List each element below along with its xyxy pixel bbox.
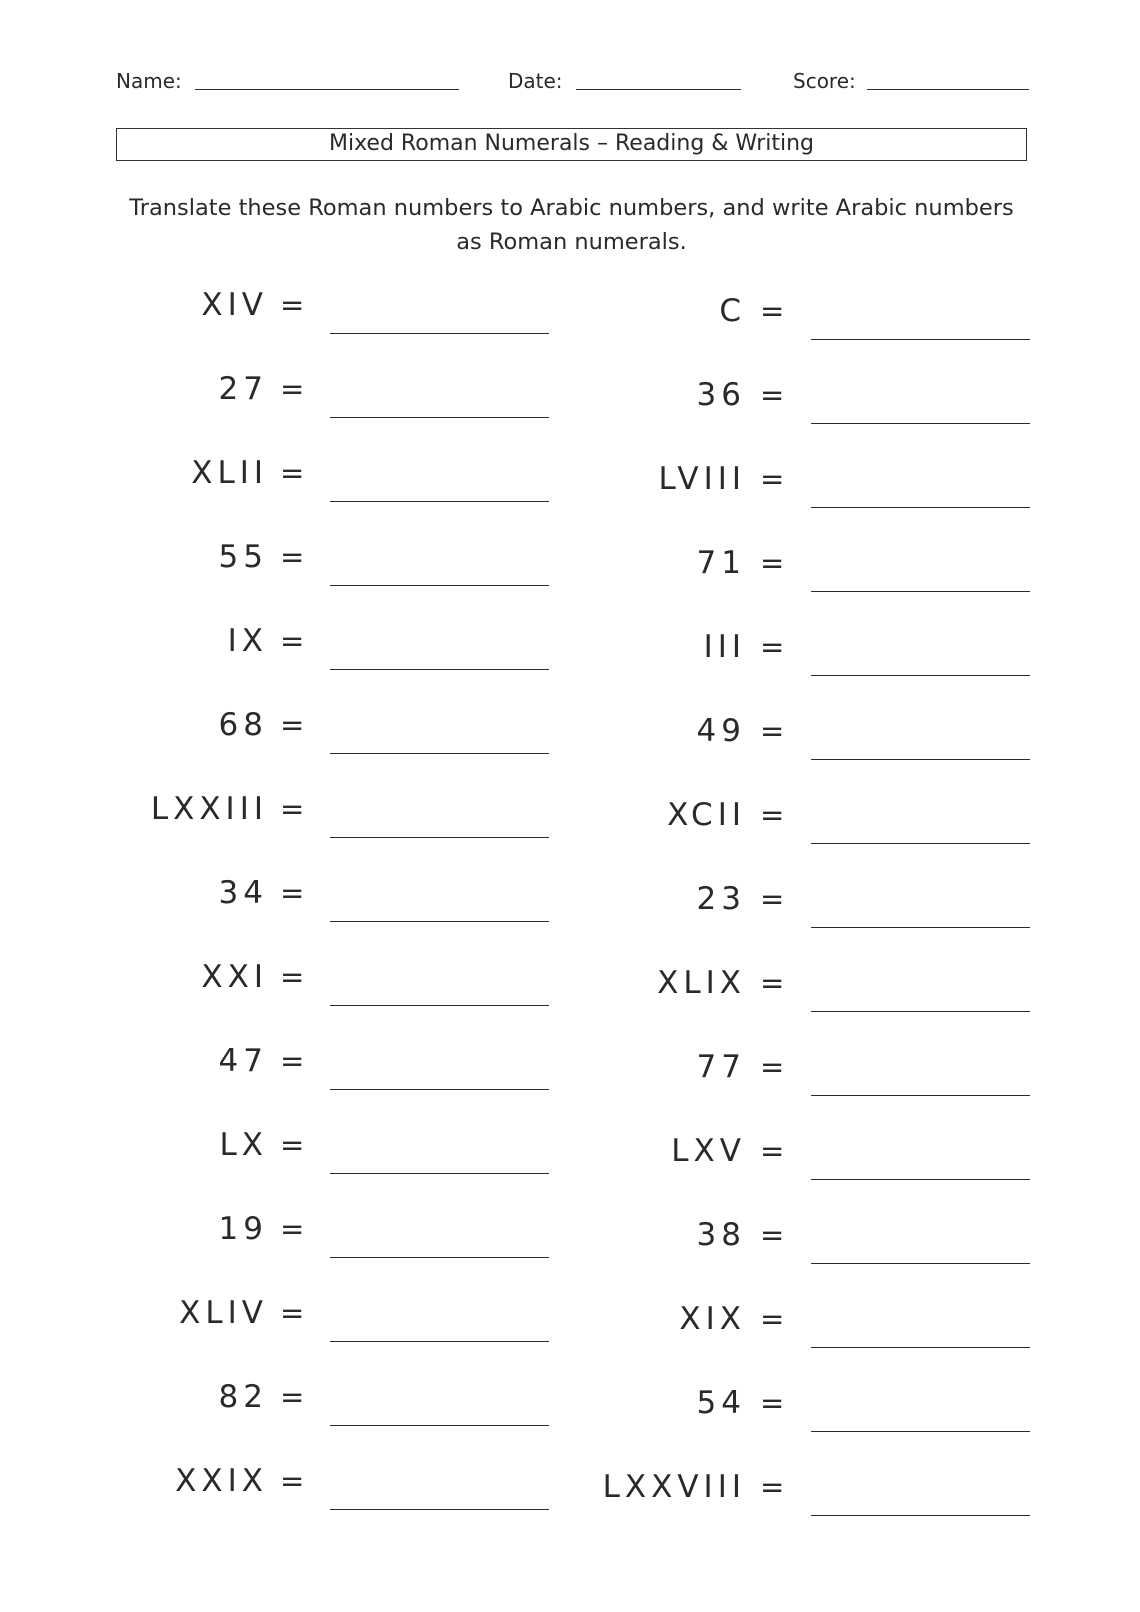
right-answer-line-2[interactable] [811, 423, 1030, 424]
left-problem-15: XXIX [175, 1463, 268, 1499]
right-problem-5: III [703, 629, 746, 665]
right-problem-13: XIX [679, 1301, 746, 1337]
left-answer-line-6[interactable] [330, 753, 549, 754]
equals-sign: = [280, 288, 305, 322]
left-problem-6: 68 [218, 707, 268, 743]
equals-sign: = [280, 540, 305, 574]
right-problem-8: 23 [696, 881, 746, 917]
left-problem-8: 34 [218, 875, 268, 911]
equals-sign: = [760, 1386, 785, 1420]
left-answer-line-8[interactable] [330, 921, 549, 922]
left-problem-5: IX [227, 623, 268, 659]
equals-sign: = [280, 960, 305, 994]
name-field[interactable] [195, 89, 459, 90]
right-answer-line-5[interactable] [811, 675, 1030, 676]
left-answer-line-9[interactable] [330, 1005, 549, 1006]
left-problem-2: 27 [218, 371, 268, 407]
equals-sign: = [280, 792, 305, 826]
right-answer-line-1[interactable] [811, 339, 1030, 340]
right-answer-line-6[interactable] [811, 759, 1030, 760]
equals-sign: = [760, 798, 785, 832]
left-problem-1: XIV [201, 287, 268, 323]
right-answer-line-13[interactable] [811, 1347, 1030, 1348]
left-problem-13: XLIV [179, 1295, 268, 1331]
right-answer-line-11[interactable] [811, 1179, 1030, 1180]
equals-sign: = [760, 294, 785, 328]
left-problem-7: LXXIII [150, 791, 268, 827]
right-problem-3: LVIII [658, 461, 746, 497]
equals-sign: = [280, 1380, 305, 1414]
left-problem-3: XLII [191, 455, 268, 491]
right-problem-10: 77 [696, 1049, 746, 1085]
equals-sign: = [280, 1044, 305, 1078]
right-answer-line-4[interactable] [811, 591, 1030, 592]
left-answer-line-1[interactable] [330, 333, 549, 334]
left-problem-10: 47 [218, 1043, 268, 1079]
equals-sign: = [280, 1128, 305, 1162]
date-field[interactable] [576, 89, 741, 90]
left-problem-14: 82 [218, 1379, 268, 1415]
equals-sign: = [760, 546, 785, 580]
equals-sign: = [280, 708, 305, 742]
equals-sign: = [760, 966, 785, 1000]
equals-sign: = [280, 1296, 305, 1330]
right-answer-line-9[interactable] [811, 1011, 1030, 1012]
equals-sign: = [760, 1470, 785, 1504]
left-answer-line-10[interactable] [330, 1089, 549, 1090]
equals-sign: = [280, 876, 305, 910]
right-answer-line-14[interactable] [811, 1431, 1030, 1432]
right-problem-15: LXXVIII [602, 1469, 746, 1505]
right-problem-14: 54 [696, 1385, 746, 1421]
right-answer-line-3[interactable] [811, 507, 1030, 508]
equals-sign: = [760, 1134, 785, 1168]
instructions-text: Translate these Roman numbers to Arabic numbers, and write Arabic numbers as Roman numerals. [129, 195, 1014, 255]
equals-sign: = [760, 882, 785, 916]
equals-sign: = [280, 456, 305, 490]
right-problem-1: C [719, 293, 746, 329]
equals-sign: = [760, 630, 785, 664]
equals-sign: = [760, 462, 785, 496]
score-label: Score: [793, 69, 856, 93]
equals-sign: = [280, 1464, 305, 1498]
right-answer-line-10[interactable] [811, 1095, 1030, 1096]
right-answer-line-15[interactable] [811, 1515, 1030, 1516]
left-answer-line-4[interactable] [330, 585, 549, 586]
equals-sign: = [760, 1218, 785, 1252]
right-answer-line-7[interactable] [811, 843, 1030, 844]
left-problem-9: XXI [201, 959, 268, 995]
left-answer-line-7[interactable] [330, 837, 549, 838]
left-answer-line-15[interactable] [330, 1509, 549, 1510]
left-answer-line-5[interactable] [330, 669, 549, 670]
left-problem-12: 19 [218, 1211, 268, 1247]
equals-sign: = [760, 714, 785, 748]
right-problem-6: 49 [696, 713, 746, 749]
equals-sign: = [760, 1302, 785, 1336]
equals-sign: = [280, 372, 305, 406]
right-problem-2: 36 [696, 377, 746, 413]
name-label: Name: [116, 69, 182, 93]
right-answer-line-12[interactable] [811, 1263, 1030, 1264]
worksheet-title: Mixed Roman Numerals – Reading & Writing [116, 128, 1027, 161]
right-problem-12: 38 [696, 1217, 746, 1253]
left-answer-line-3[interactable] [330, 501, 549, 502]
left-problem-4: 55 [218, 539, 268, 575]
date-label: Date: [508, 69, 563, 93]
equals-sign: = [280, 624, 305, 658]
score-field[interactable] [867, 89, 1029, 90]
right-problem-11: LXV [671, 1133, 746, 1169]
equals-sign: = [760, 378, 785, 412]
left-answer-line-13[interactable] [330, 1341, 549, 1342]
left-answer-line-12[interactable] [330, 1257, 549, 1258]
right-problem-9: XLIX [657, 965, 746, 1001]
right-problem-7: XCII [667, 797, 746, 833]
right-problem-4: 71 [696, 545, 746, 581]
left-answer-line-2[interactable] [330, 417, 549, 418]
equals-sign: = [760, 1050, 785, 1084]
left-answer-line-14[interactable] [330, 1425, 549, 1426]
left-answer-line-11[interactable] [330, 1173, 549, 1174]
left-problem-11: LX [219, 1127, 268, 1163]
right-answer-line-8[interactable] [811, 927, 1030, 928]
equals-sign: = [280, 1212, 305, 1246]
